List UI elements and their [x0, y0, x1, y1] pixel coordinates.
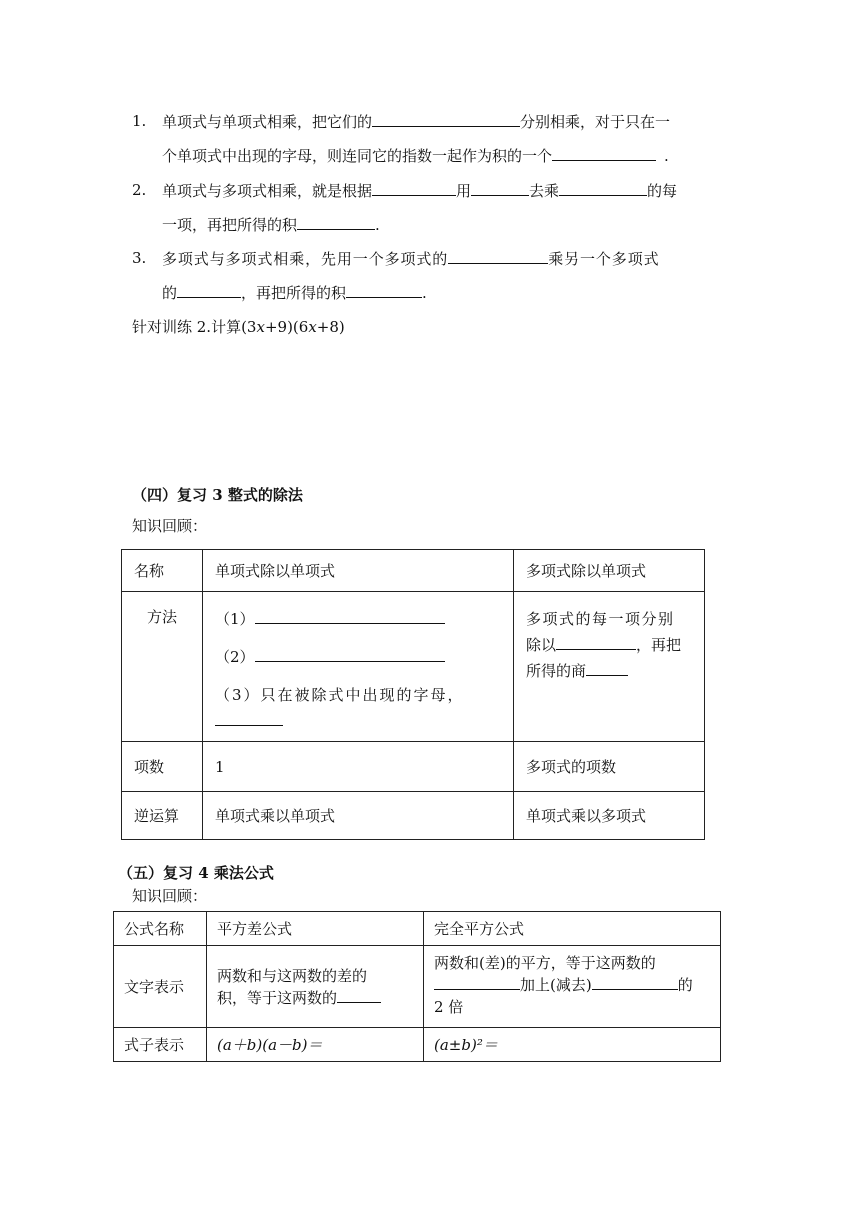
- division-inverse-mono: 单项式乘以单项式: [203, 792, 514, 840]
- item-3-line-1: [162, 249, 660, 269]
- division-method-row: [122, 592, 705, 742]
- formula-text-square: [424, 946, 721, 1028]
- formula-header-diff: 平方差公式: [207, 912, 424, 946]
- division-inverse-poly: 单项式乘以多项式: [514, 792, 705, 840]
- formula-diff-blank[interactable]: [337, 990, 381, 1003]
- method-1-blank[interactable]: [255, 611, 445, 624]
- formula-text-square-line-2a: 加上(减去): [520, 976, 592, 994]
- formula-header-square: 完全平方公式: [424, 912, 721, 946]
- method-right-blank-2[interactable]: [586, 663, 628, 676]
- item-1-text-c: 个单项式中出现的字母，则连同它的指数一起作为积的一个: [162, 147, 553, 165]
- division-inverse-row: [122, 792, 705, 840]
- formula-expr-label: 式子表示: [114, 1028, 207, 1062]
- method-1-label: （1）: [215, 610, 255, 628]
- item-3-blank-3[interactable]: [346, 283, 422, 298]
- method-3-blank[interactable]: [215, 713, 283, 726]
- method-right-line-2a: 除以: [526, 636, 557, 654]
- section-4-review: 知识回顾：: [132, 517, 208, 535]
- formula-text-square-line-3: 2 倍: [434, 998, 464, 1016]
- item-3-blank-2[interactable]: [177, 283, 241, 298]
- formula-text-diff-line-1: 两数和与这两数的差的: [217, 966, 368, 985]
- item-2-blank-1[interactable]: [372, 181, 456, 196]
- division-header-poly: 多项式除以单项式: [514, 550, 705, 592]
- practice-var-2: x: [308, 318, 317, 336]
- item-2-line-2: [162, 215, 380, 235]
- item-3-number: 3.: [132, 249, 147, 267]
- item-2-number: 2.: [132, 181, 147, 199]
- practice-prefix: 针对训练 2.计算(3: [132, 318, 257, 336]
- division-method-poly: [514, 592, 705, 742]
- formula-text-diff-line-2: 积，等于这两数的: [217, 988, 338, 1007]
- formula-header-name: 公式名称: [114, 912, 207, 946]
- division-method-mono: [203, 592, 514, 742]
- section-4-title: （四）复习 3 整式的除法: [132, 486, 303, 504]
- item-3-text-c: 的: [162, 284, 178, 302]
- division-header-name: 名称: [122, 550, 203, 592]
- division-terms-poly: 多项式的项数: [514, 742, 705, 792]
- formula-text-diff: [207, 946, 424, 1028]
- formula-expr-row: [114, 1028, 721, 1062]
- item-1-text-d: .: [664, 147, 669, 165]
- section-5-title: （五）复习 4 乘法公式: [118, 864, 274, 882]
- formula-text-row: [114, 946, 721, 1028]
- method-right-line-3: 所得的商: [526, 662, 587, 680]
- item-2-line-1: [162, 181, 677, 201]
- item-2-text-f: .: [375, 216, 380, 234]
- division-table: [121, 549, 705, 840]
- item-3-blank-1[interactable]: [448, 249, 548, 264]
- method-right-line-1: 多项式的每一项分别: [526, 610, 675, 628]
- item-3-text-a: 多项式与多项式相乘，先用一个多项式的: [162, 250, 449, 268]
- item-3-line-2: [162, 283, 427, 303]
- division-terms-mono: 1: [203, 742, 514, 792]
- item-2-text-e: 一项，再把所得的积: [162, 216, 298, 234]
- item-3-text-b: 乘另一个多项式: [548, 250, 660, 268]
- method-3-label: （3）只在被除式中出现的字母，: [215, 686, 465, 704]
- method-right-line-2b: ，再把: [636, 636, 682, 654]
- item-2-blank-2[interactable]: [471, 181, 529, 196]
- item-3-text-e: .: [422, 284, 427, 302]
- item-1-text-a: 单项式与单项式相乘，把它们的: [162, 113, 373, 131]
- method-2-blank[interactable]: [255, 649, 445, 662]
- practice-mid: +9)(6: [264, 318, 309, 336]
- item-2-blank-4[interactable]: [297, 215, 375, 230]
- item-1-blank-2[interactable]: [552, 146, 656, 161]
- division-inverse-label: 逆运算: [122, 792, 203, 840]
- division-terms-label: 项数: [122, 742, 203, 792]
- division-method-label: 方法: [122, 592, 203, 742]
- formula-text-label: 文字表示: [114, 946, 207, 1028]
- item-2-text-d: 的每: [647, 182, 678, 200]
- formula-square-blank-1[interactable]: [434, 977, 520, 990]
- division-terms-row: [122, 742, 705, 792]
- formula-text-square-line-1: 两数和(差)的平方，等于这两数的: [434, 954, 656, 972]
- formula-header-row: [114, 912, 721, 946]
- practice-line: [132, 317, 345, 337]
- item-2-text-c: 去乘: [529, 182, 560, 200]
- formula-table: [113, 911, 721, 1062]
- item-3-text-d: ，再把所得的积: [241, 284, 347, 302]
- item-1-blank-1[interactable]: [372, 112, 520, 127]
- practice-suffix: +8): [316, 318, 345, 336]
- section-5-review: 知识回顾：: [132, 887, 208, 905]
- formula-expr-square: (a±b)²＝: [424, 1028, 721, 1062]
- practice-var-1: x: [256, 318, 265, 336]
- method-right-blank-1[interactable]: [556, 637, 636, 650]
- formula-text-square-line-2b: 的: [677, 976, 693, 994]
- item-1-text-b: 分别相乘，对于只在一: [520, 113, 671, 131]
- item-1-number: 1.: [132, 112, 147, 130]
- item-1-line-2: [162, 146, 669, 166]
- method-2-label: （2）: [215, 648, 255, 666]
- division-header-mono: 单项式除以单项式: [203, 550, 514, 592]
- formula-expr-diff: (a＋b)(a－b)＝: [207, 1028, 424, 1062]
- division-header-row: [122, 550, 705, 592]
- item-2-text-b: 用: [456, 182, 472, 200]
- item-1-line-1: [162, 112, 670, 132]
- formula-square-blank-2[interactable]: [592, 977, 678, 990]
- item-2-blank-3[interactable]: [559, 181, 647, 196]
- item-2-text-a: 单项式与多项式相乘，就是根据: [162, 182, 373, 200]
